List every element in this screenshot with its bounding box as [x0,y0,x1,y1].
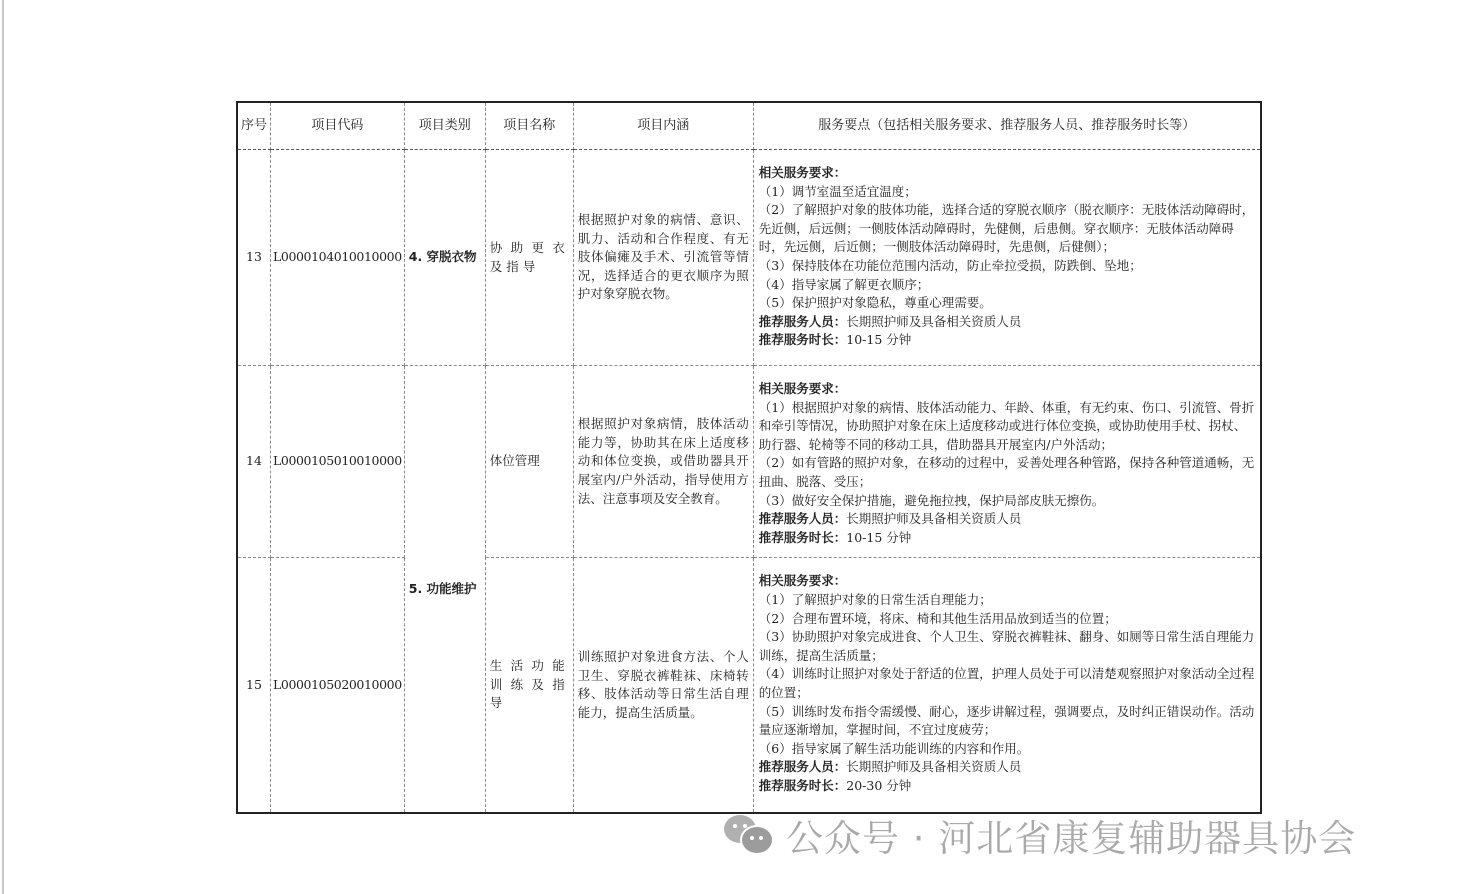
duration-label: 推荐服务时长： [758,777,847,793]
staff-line [759,758,1256,777]
requirement-item: （4）训练时让照护对象处于舒适的位置，护理人员处于可以清楚观察照护对象活动全过程的位置； [758,666,1255,700]
staff-value: 长期照护师及具备相关资质人员 [846,759,1022,775]
header-code: 项目代码 [271,102,405,150]
requirement-item: （1）根据照护对象的病情、肢体活动能力、年龄、体重，有无约束、伤口、引流管、骨折和牵引等情况，协助照护对象在床上适度移动或进行体位变换，或协助使用手杖、拐杖、助行器、轮椅等不同的移动工具，借助器具开展室内/户外活动； [758,399,1255,452]
requirement-item: （5）保护照护对象隐私，尊重心理需要。 [758,295,992,311]
staff-line [759,313,1256,332]
cell-idx: 13 [237,150,271,366]
cell-description: 训练照护对象进食方法、个人卫生、穿脱衣裤鞋袜、床椅转移、肢体活动等日常生活自理能力，提高生活质量。 [573,558,753,813]
staff-label: 推荐服务人员： [758,759,847,775]
cell-code: L0000105020010000 [271,558,405,813]
table-row [237,150,1261,366]
duration-label: 推荐服务时长： [758,332,847,348]
staff-label: 推荐服务人员： [758,511,847,527]
cell-name: 协助更衣及指导 [485,150,573,366]
header-name: 项目名称 [485,102,573,150]
duration-value: 10-15 分钟 [846,332,912,348]
staff-label: 推荐服务人员： [758,313,847,329]
requirement-item: （2）合理布置环境，将床、椅和其他生活用品放到适当的位置； [758,610,1117,626]
requirement-item: （5）训练时发布指令需缓慢、耐心，逐步讲解过程，强调要点，及时纠正错误动作。活动量应逐渐增加，掌握时间，不宜过度疲劳； [758,703,1255,738]
requirement-item: （3）保持肢体在功能位范围内活动，防止牵拉受损，防跌倒、坠地； [758,257,1142,273]
cell-description: 根据照护对象病情，肢体活动能力等，协助其在床上适度移动和体位变换，或借助器具开展室内/户外活动，指导使用方法、注意事项及安全教育。 [573,366,753,558]
cell-description: 根据照护对象的病情、意识、肌力、活动和合作程度、有无肢体偏瘫及手术、引流管等情况，选择适合的更衣顺序为照护对象穿脱衣物。 [573,150,753,366]
cell-idx: 14 [237,366,271,558]
duration-value: 20-30 分钟 [846,777,912,793]
duration-label: 推荐服务时长： [758,529,847,545]
cell-category-merged: 5. 功能维护 [404,366,485,813]
staff-line [759,510,1256,529]
requirements-label: 相关服务要求： [758,165,847,180]
requirements-label: 相关服务要求： [758,381,847,396]
requirement-item: （4）指导家属了解更衣顺序； [758,276,930,292]
duration-line [759,777,1256,796]
cell-service [753,150,1261,366]
watermark [724,808,1356,862]
requirement-item: （2）如有管路的照护对象，在移动的过程中，妥善处理各种管路，保持各种管道通畅，无扭曲、脱落、受压； [758,455,1255,489]
cell-code: L0000105010010000 [271,366,405,558]
duration-value: 10-15 分钟 [846,529,912,545]
cell-service [753,366,1261,558]
cell-name: 体位管理 [485,366,573,558]
watermark-text: 公众号 · 河北省康复辅助器具协会 [786,817,1357,860]
cell-code: L0000104010010000 [271,150,405,366]
staff-value: 长期照护师及具备相关资质人员 [846,511,1022,527]
staff-value: 长期照护师及具备相关资质人员 [846,313,1022,329]
header-service: 服务要点（包括相关服务要求、推荐服务人员、推荐服务时长等） [753,102,1261,150]
table-row [237,558,1261,813]
cell-service [753,558,1261,813]
header-description: 项目内涵 [573,102,753,150]
wechat-icon [724,811,776,859]
requirement-item: （3）做好安全保护措施，避免拖拉拽，保护局部皮肤无擦伤。 [758,492,1105,508]
duration-line [759,331,1256,350]
requirement-item: （2）了解照护对象的肢体功能，选择合适的穿脱衣顺序（脱衣顺序：无肢体活动障碍时，先近侧，后远侧；一侧肢体活动障碍时，先健侧，后患侧。穿衣顺序：无肢体活动障碍时，先远侧，后近侧；一侧肢体活动障碍时，先患侧，后健侧）； [758,202,1255,255]
page-edge-rule [2,0,4,894]
requirement-item: （1）了解照护对象的日常生活自理能力； [758,591,992,607]
cell-category: 4. 穿脱衣物 [404,150,485,366]
service-items-table [236,101,1262,814]
table-row [237,366,1261,558]
table-header-row [237,102,1261,150]
header-category: 项目类别 [404,102,485,150]
cell-name: 生活功能训练及指导 [485,558,573,813]
duration-line [759,529,1256,548]
requirement-item: （1）调节室温至适宜温度； [758,183,917,199]
header-idx: 序号 [237,102,271,150]
requirement-item: （3）协助照护对象完成进食、个人卫生、穿脱衣裤鞋袜、翻身、如厕等日常生活自理能力训练，提高生活质量； [758,629,1255,663]
requirement-item: （6）指导家属了解生活功能训练的内容和作用。 [758,740,1030,756]
cell-idx: 15 [237,558,271,813]
requirements-label: 相关服务要求： [758,573,847,589]
